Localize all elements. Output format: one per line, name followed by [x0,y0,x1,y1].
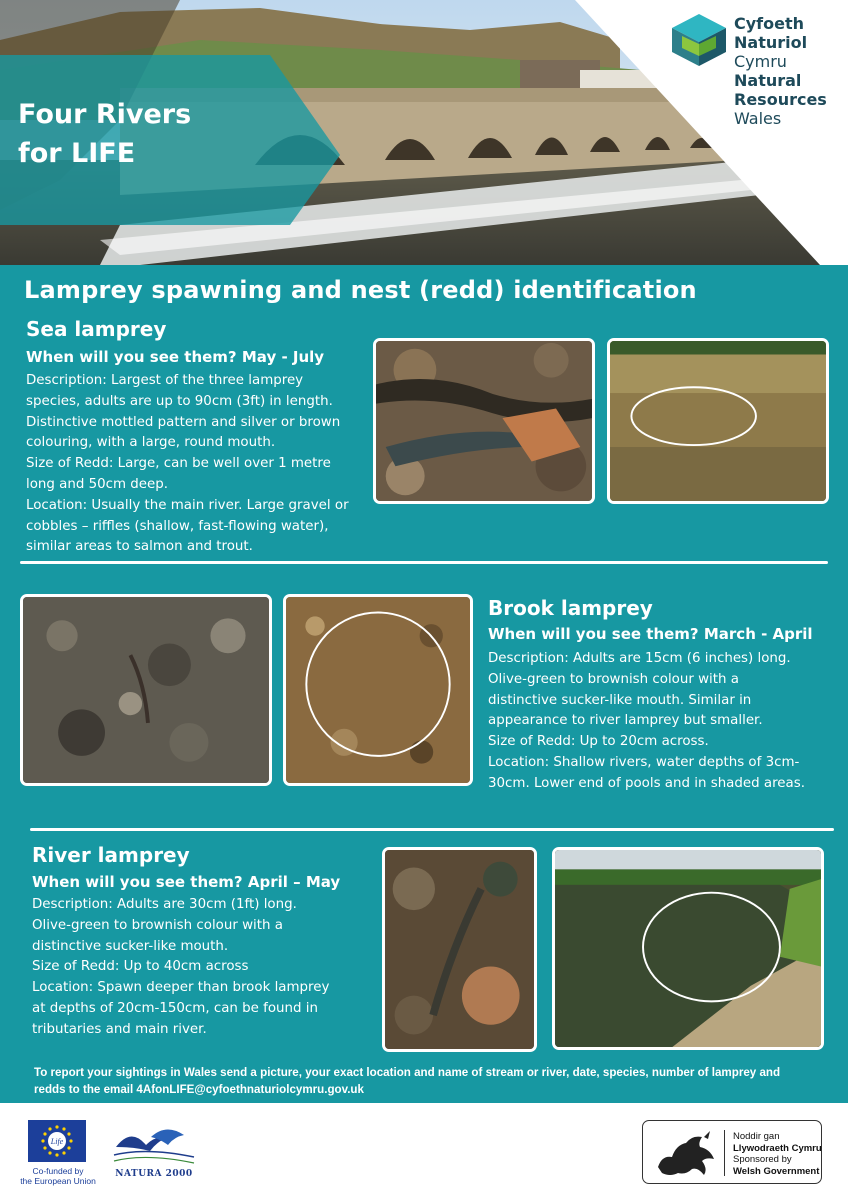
report-instructions [34,1064,834,1098]
wg-line1: Noddir gan [733,1131,780,1142]
section-divider [30,828,834,831]
report-line1: To report your sightings in Wales send a picture, your exact location and name of stream or river, date, species, number of lamprey and [34,1066,781,1079]
text-line: Location: Shallow rivers, water depths of 3cm- [488,754,800,770]
text-line: Size of Redd: Up to 20cm across. [488,734,709,750]
nrw-logo-icon [672,14,726,66]
river-lamprey-photo [382,847,537,1052]
wg-line3: Sponsored by [733,1154,792,1165]
project-title-line1: Four Rivers [18,99,192,130]
text-line: Size of Redd: Up to 40cm across [32,959,249,975]
project-title-line2: for LIFE [18,138,136,169]
eu-flag-icon [28,1120,86,1162]
nrw-logo-text [734,14,827,128]
text-line: distinctive sucker-like mouth. [32,938,229,954]
text-line: 30cm. Lower end of pools and in shaded areas. [488,775,805,791]
brook-lamprey-when: When will you see them? March - April [488,625,813,643]
logo-line5: Resources [734,90,827,109]
logo-line1: Cyfoeth [734,14,805,33]
river-lamprey-description [32,895,329,1041]
text-line: Olive-green to brownish colour with a [488,671,739,687]
eu-life-logo [28,1120,86,1162]
text-line: Location: Usually the main river. Large gravel or [26,497,349,513]
sea-lamprey-title: Sea lamprey [26,317,167,341]
wg-line4: Welsh Government [733,1165,820,1177]
logo-line2: Naturiol [734,33,808,52]
welsh-government-text [733,1131,822,1177]
brook-lamprey-title: Brook lamprey [488,596,653,620]
main-title: Lamprey spawning and nest (redd) identification [24,276,697,304]
brook-lamprey-photo [20,594,272,786]
text-line: Location: Spawn deeper than brook lamprey [32,980,330,996]
text-line: Description: Adults are 15cm (6 inches) long. [488,651,791,666]
text-line: Description: Adults are 30cm (1ft) long. [32,897,297,912]
text-line: species, adults are up to 90cm (3ft) in length. [26,393,333,409]
main-panel [0,265,848,1103]
text-line: appearance to river lamprey but smaller. [488,713,763,729]
text-line: Distinctive mottled pattern and silver or brown [26,414,341,430]
river-lamprey-when: When will you see them? April – May [32,873,341,891]
welsh-dragon-icon [652,1127,720,1179]
river-lamprey-title: River lamprey [32,843,190,867]
project-title [18,95,278,173]
sea-lamprey-photo [373,338,595,504]
text-line: similar areas to salmon and trout. [26,539,253,555]
section-divider [20,561,828,564]
logo-line4: Natural [734,71,802,90]
text-line: Size of Redd: Large, can be well over 1 metre [26,456,331,472]
river-lamprey-redd-photo [552,847,824,1050]
life-logo-text: Life [50,1137,64,1146]
footer [0,1103,848,1200]
natura-2000-text: NATURA 2000 [115,1169,193,1179]
logo-line6: Wales [734,109,782,128]
sea-lamprey-description [26,371,349,558]
text-line: tributaries and main river. [32,1021,207,1037]
text-line: long and 50cm deep. [26,476,169,492]
wg-line2: Llywodraeth Cymru [733,1142,822,1154]
sea-lamprey-when: When will you see them? May - July [26,348,325,366]
eu-caption-line2: the European Union [20,1176,96,1186]
logo-separator [724,1130,725,1176]
brook-lamprey-description [488,649,805,795]
eu-caption-line1: Co-funded by [32,1166,84,1176]
text-line: cobbles – riffles (shallow, fast-flowing water), [26,518,329,534]
text-line: distinctive sucker-like mouth. Similar in [488,692,752,708]
sea-lamprey-redd-photo [607,338,829,504]
text-line: colouring, with a large, round mouth. [26,435,276,451]
eu-cofunded-caption [18,1166,98,1186]
report-line2: redds to the email 4AfonLIFE@cyfoethnaturiolcymru.gov.uk [34,1083,364,1096]
text-line: at depths of 20cm-150cm, can be found in [32,1000,318,1016]
text-line: Description: Largest of the three lamprey [26,373,304,388]
text-line: Olive-green to brownish colour with a [32,917,283,933]
header-banner [0,0,848,265]
logo-line3: Cymru [734,52,787,71]
brook-lamprey-redd-photo [283,594,473,786]
